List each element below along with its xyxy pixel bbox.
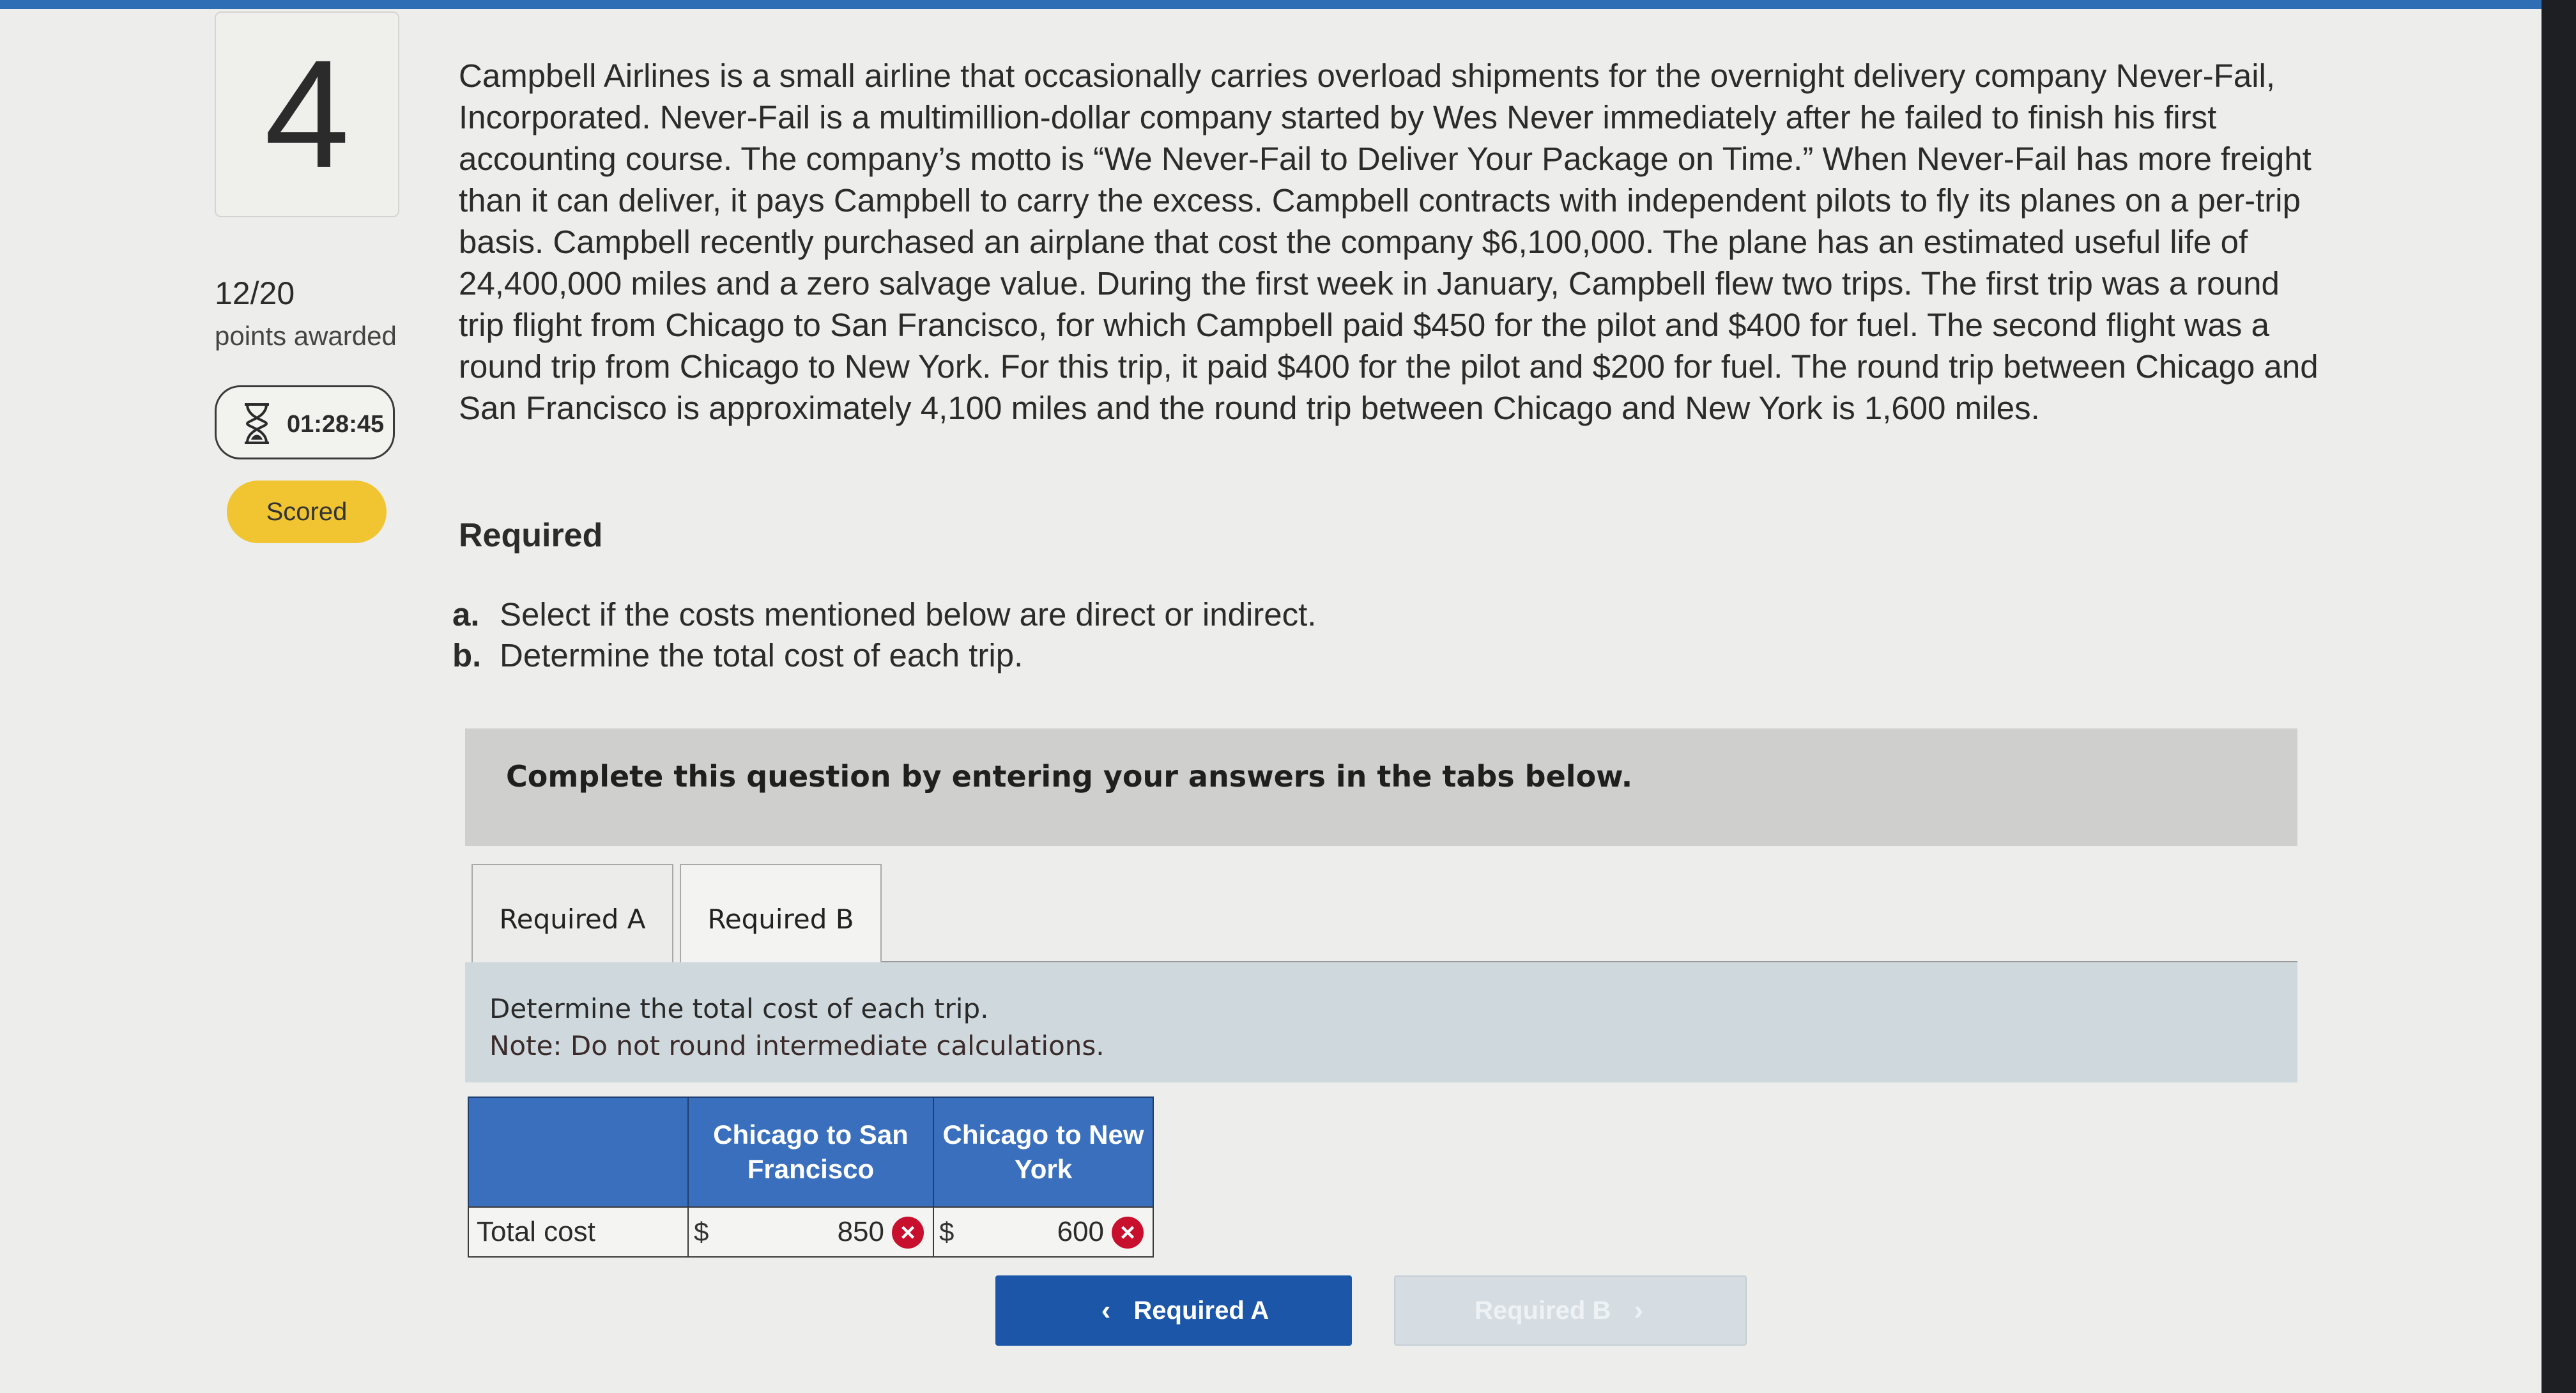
required-item-a [452,594,1316,635]
required-item-letter: b. [452,637,482,673]
required-item-letter: a. [452,596,480,633]
panel-note: Note: Do not round intermediate calculations. [489,1030,1105,1061]
answer-cell-sf[interactable] [687,1206,934,1258]
next-button-label: Required B [1474,1296,1611,1325]
instruction-text: Complete this question by entering your answers in the tabs below. [506,759,1633,794]
answer-cell-ny[interactable] [933,1206,1154,1258]
table-header-chicago-ny: Chicago to New York [933,1097,1154,1208]
question-number: 4 [264,28,350,199]
incorrect-icon: × [892,1217,924,1249]
prev-button-label: Required A [1133,1296,1269,1325]
required-item-text: Select if the costs mentioned below are direct or indirect. [500,596,1317,633]
currency-symbol: $ [694,1217,709,1247]
table-header-chicago-sf: Chicago to San Francisco [687,1097,934,1208]
row-label-total-cost: Total cost [468,1206,689,1258]
incorrect-icon: × [1112,1217,1144,1249]
top-accent-bar [0,0,2576,9]
required-list [452,594,1316,676]
answer-value-input[interactable]: 600 [1057,1216,1104,1247]
required-heading: Required [459,517,603,554]
scored-badge: Scored [227,481,387,543]
required-item-b [452,635,1316,676]
answer-value-input[interactable]: 850 [837,1216,884,1247]
tab-required-a[interactable]: Required A [471,864,673,966]
timer-badge [215,385,395,459]
currency-symbol: $ [939,1217,954,1247]
tab-content-panel [465,962,2297,1082]
timer-text: 01:28:45 [287,411,385,438]
instruction-bar [465,728,2297,846]
hourglass-icon [242,403,272,445]
table-header-blank [468,1097,689,1208]
problem-text: Campbell Airlines is a small airline that occasionally carries overload shipments for the overnight delivery company Never-Fail, Incorporated. Never-Fail is a multimillion-dollar company started by Wes Never immediately after he failed to finish his first accounting course. The company’s motto is “We Never-Fail to Deliver Your Package on Time.” When Never-Fail has more freight than it can deliver, it pays Campbell to carry the excess. Campbell contracts with independent pilots to fly its planes on a per-trip basis. Campbell recently purchased an airplane that cost the company $6,100,000. The plane has an estimated useful life of 24,400,000 miles and a zero salvage value. During the first week in January, Campbell flew two trips. The first trip was a round trip flight from Chicago to San Francisco, for which Campbell paid $450 for the pilot and $400 for fuel. The second flight was a round trip from Chicago to New York. For this trip, it paid $400 for the pilot and $200 for fuel. The round trip between Chicago and San Francisco is approximately 4,100 miles and the round trip between Chicago and New York is 1,600 miles. [459,58,2319,426]
next-required-b-button[interactable] [1394,1275,1747,1346]
chevron-right-icon: › [1634,1295,1643,1326]
required-item-text: Determine the total cost of each trip. [500,637,1023,673]
screen-edge [2542,0,2576,1393]
points-label: points awarded [215,321,397,351]
panel-instruction: Determine the total cost of each trip. [489,993,989,1024]
tab-required-b[interactable]: Required B [680,864,882,967]
points-score: 12/20 [215,275,295,311]
question-number-box [215,12,399,217]
chevron-left-icon: ‹ [1101,1295,1111,1326]
prev-required-a-button[interactable] [995,1275,1352,1346]
